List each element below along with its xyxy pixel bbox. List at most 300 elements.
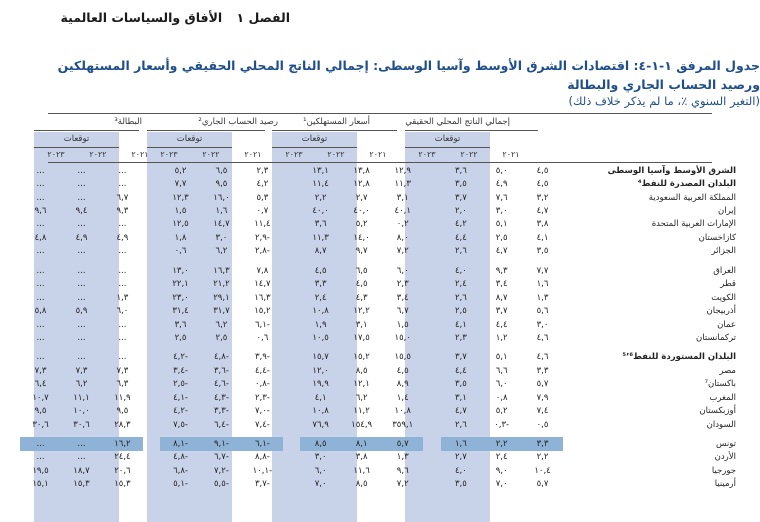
column-gap [423,278,440,291]
cell-value: -٨,٨ [254,452,270,463]
cell-value: ٩,٥ [116,406,129,417]
cell-value: ٤,١ [314,392,327,403]
year-header: ٢٠٢١ [502,150,520,159]
cell-value: -٦,٧ [213,452,229,463]
cell-value: -٢,٣ [254,392,270,403]
cell-value: ٣,٥ [454,179,467,190]
table-row [20,364,740,377]
cell-value: ... [36,352,45,363]
cell-value: ... [77,279,86,290]
cell-value: ... [118,246,127,257]
cell-value: ٧,٧ [536,265,549,276]
cell-value: ١١,٤ [254,219,271,230]
header-bottom-rule [48,162,712,163]
cell-value: ٧,٢ [396,479,409,490]
cell-value: -٠,٣ [494,419,510,430]
cell-value: ١٢,٠ [312,365,329,376]
cell-value: ١٣,٨ [353,165,370,176]
cell-value: ... [36,332,45,343]
cell-value: ٢١,٢ [213,279,230,290]
column-gap [423,418,440,431]
column-gap [283,437,300,450]
cell-value: ٦,٢ [215,319,228,330]
cell-value: ... [118,319,127,330]
cell-value: ١٦,٢ [102,437,143,450]
cell-value: ... [77,292,86,303]
cell-value: ٤,٠ [454,465,467,476]
year-header: ٢٠٢٢ [89,150,107,159]
cell-value: ٢,٢ [536,452,549,463]
table-row [20,304,740,317]
cell-value: ١٠,٥ [312,332,329,343]
cell-value: ١٢,٢ [353,306,370,317]
cell-value: ٣,٠ [495,206,508,217]
cell-value: ... [36,452,45,463]
column-gap [143,304,160,317]
column-gap [143,278,160,291]
row-label: قطر [720,279,736,290]
cell-value: -٧,٥ [173,419,188,430]
cell-value: ٢,٢ [314,192,327,203]
cell-value: ٣,٣ [522,437,563,450]
cell-value: ٨,٥ [355,479,368,490]
column-gap [283,231,300,244]
cell-value: ٤,٥ [314,265,327,276]
cell-value: -٣,٩ [254,352,270,363]
column-gap [423,364,440,377]
cell-value: -٤,٢ [173,406,188,417]
cell-value: ... [36,246,45,257]
cell-value: -٥,١ [173,479,188,490]
cell-value: ٥,٣ [256,192,269,203]
group-header-ca: رصيد الحساب الجاري² [198,117,278,127]
cell-value: ١٤,٧ [254,279,271,290]
cell-value: ... [118,165,127,176]
cell-value: ٣,٦ [314,219,327,230]
cell-value: ٧,٩ [536,392,549,403]
cell-value: ٧,٠ [314,479,327,490]
cell-value: ٢,٤ [314,292,327,303]
cell-value: -٤,٨ [213,352,229,363]
cell-value: -٤,٢ [173,352,188,363]
year-header: ٢٠٢١ [369,150,387,159]
cell-value: ١,٦ [536,279,549,290]
cell-value: -٧,٠ [254,406,270,417]
chapter-title: الأفاق والسياسات العالمية [60,10,223,25]
cell-value: ١,٦ [215,206,228,217]
cell-value: ٦,٠ [396,265,409,276]
cell-value: ١٦,٠ [213,192,230,203]
cell-value: ١٥,١ [32,479,49,490]
column-gap [283,245,300,258]
cell-value: ١٠,٨ [394,406,411,417]
cell-value: ٢,٥ [215,332,228,343]
cell-value: ٧,٣ [75,365,88,376]
cell-value: -٦,١ [254,319,270,330]
cell-value: ١,٢ [495,332,508,343]
year-header: ٢٠٢٢ [327,150,345,159]
cell-value: ٣٠,٦ [73,419,90,430]
table-row [20,218,740,231]
group-rule-unemp [34,130,139,131]
cell-value: ١,٩ [314,319,327,330]
cell-value: ١٩,٩ [312,379,329,390]
column-gap [143,177,160,190]
cell-value: -٥,٥ [213,479,229,490]
column-gap [143,418,160,431]
cell-value: ٤٠,٠ [312,206,329,217]
group-header-unemp: البطالة³ [114,117,142,127]
cell-value: ١٢,٥ [172,219,189,230]
cell-value: ١٥,٢ [353,352,370,363]
cell-value: ٤,٤ [495,319,508,330]
cell-value: ٣,٢ [536,192,549,203]
cell-value: -٣,٧ [254,479,270,490]
cell-value: ٧,٠ [495,479,508,490]
column-gap [143,391,160,404]
forecast-rule [147,147,232,148]
cell-value: ٤,٠ [454,265,467,276]
cell-value: ٧,٣ [116,365,129,376]
cell-value: ٨,٠ [396,232,409,243]
top-rule [48,113,712,114]
cell-value: ٥,٦ [536,306,549,317]
table-row [20,245,740,258]
cell-value: -٠,٨ [254,379,270,390]
cell-value: ... [36,319,45,330]
column-gap [283,278,300,291]
column-gap [423,318,440,331]
cell-value: ٣,٨ [355,452,368,463]
cell-value: ٨,٥ [300,437,341,450]
column-gap [143,164,160,177]
cell-value: ٩,٥ [215,179,228,190]
cell-value: ١٥,٧ [312,352,329,363]
cell-value: ٣,١ [454,392,467,403]
cell-value: ٦,٢ [355,392,368,403]
column-gap [423,231,440,244]
cell-value: ١١,١ [73,392,90,403]
cell-value: ... [36,192,45,203]
column-gap [143,451,160,464]
cell-value: ٣,٠ [536,319,549,330]
table-subtitle: (التغير السنوي ٪، ما لم يذكر خلاف ذلك) [568,94,760,108]
table-row [20,478,740,491]
cell-value: -٦,٨ [173,465,188,476]
cell-value: ٢,٣ [256,165,269,176]
cell-value: ٢,٤ [454,279,467,290]
cell-value: ٧,٧ [174,179,187,190]
cell-value: ٤,٢ [454,219,467,230]
column-gap [143,478,160,491]
cell-value: ٧,٤ [536,406,549,417]
cell-value: ١٥,٥ [394,352,411,363]
column-gap [283,204,300,217]
cell-value: ... [77,452,86,463]
cell-value: -٣,٤ [173,365,188,376]
column-gap [143,264,160,277]
column-gap [423,177,440,190]
cell-value: ٢٠,٦ [114,465,131,476]
column-gap [283,351,300,364]
cell-value: ٩,٠ [495,465,508,476]
column-gap [143,291,160,304]
cell-value: ٦,٢ [215,246,228,257]
column-gap [283,464,300,477]
cell-value: ٦,٠ [116,306,129,317]
row-label: إيران [717,206,736,217]
cell-value: ٦,٠ [314,465,327,476]
cell-value: ... [77,192,86,203]
table-row [20,331,740,344]
cell-value: ٣٥٩,١ [392,419,414,430]
cell-value: ٤٠,١ [394,206,411,217]
row-label: البلدان المصدرة للنفط⁴ [637,179,736,190]
cell-value: ١٥,٣ [114,479,131,490]
cell-value: ١١,٣ [394,179,411,190]
cell-value: ١,٣ [536,292,549,303]
cell-value: ... [118,219,127,230]
cell-value: ١,٣ [396,452,409,463]
forecast-rule [405,147,490,148]
table-row [20,391,740,404]
cell-value: ٤,٢ [256,179,269,190]
cell-value: ... [77,219,86,230]
cell-value: ... [36,292,45,303]
cell-value: ٣,٤ [396,292,409,303]
cell-value: ٤,٥ [355,279,368,290]
cell-value: -٢,٥ [173,379,188,390]
cell-value: ٣,٠ [314,452,327,463]
cell-value: ٤,٩ [495,179,508,190]
cell-value: ٥,٨ [34,306,47,317]
cell-value: ١٠,٠ [73,406,90,417]
cell-value: ٩,٦ [34,206,47,217]
cell-value: ... [77,246,86,257]
cell-value: ١,٦ [441,437,482,450]
table-row [20,404,740,417]
cell-value: ... [118,352,127,363]
column-gap [283,451,300,464]
year-header: ٢٠٢٣ [47,150,65,159]
cell-value: -٢,٩ [254,232,270,243]
cell-value: ٧٦,٩ [312,419,329,430]
cell-value: ١٤,٠ [353,232,370,243]
cell-value: ٨,٩ [396,379,409,390]
cell-value: ٤,٩ [116,232,129,243]
cell-value: ١٨,٧ [73,465,90,476]
cell-value: ٤,٩ [75,232,88,243]
cell-value: ٤,٥ [396,365,409,376]
cell-value: ... [36,219,45,230]
row-label: الكويت [711,292,736,303]
cell-value: ٢,٥ [174,332,187,343]
cell-value: ... [77,352,86,363]
table-title: جدول المرفق ١-١-٤: اقتصادات الشرق الأوسط وآسيا الوسطى: إجمالي الناتج المحلي الحقيقي وأسعار المستهلكين ورصيد الحساب الجاري والبطالة [57,58,760,92]
cell-value: ١٦,٣ [254,292,271,303]
cell-value: -٧,٢ [213,465,229,476]
data-table [20,164,740,491]
column-gap [283,418,300,431]
column-gap [423,437,440,450]
column-gap [423,351,440,364]
cell-value: ٦,٥ [215,165,228,176]
column-gap [143,318,160,331]
cell-value: ١٠,٨ [312,406,329,417]
table-row [20,318,740,331]
cell-value: ٠,٨ [495,392,508,403]
cell-value: -٣,٣ [213,406,229,417]
cell-value: ١,٨ [174,232,187,243]
year-header: ٢٠٢٢ [460,150,478,159]
row-label: أوزبكستان [699,406,736,417]
cell-value: ٤,٥ [536,179,549,190]
cell-value: ٣١,٤ [172,306,189,317]
year-header: ٢٠٢٣ [160,150,178,159]
column-gap [143,245,160,258]
column-gap [423,191,440,204]
cell-value: ٦,٤ [34,379,47,390]
row-label: الجزائر [711,246,736,257]
row-label: تركمانستان [696,332,736,343]
row-label: تونس [716,439,736,450]
cell-value: ... [36,279,45,290]
cell-value: -٤,١ [173,392,188,403]
row-label: الشرق الأوسط وآسيا الوسطى [607,165,736,176]
column-gap [283,164,300,177]
column-gap [423,464,440,477]
cell-value: ٤,٤ [454,365,467,376]
cell-value: ١,٥ [174,206,187,217]
cell-value: ٣,٧ [454,192,467,203]
cell-value: ... [77,179,86,190]
cell-value: ٣,٣ [536,365,549,376]
cell-value: ٦,٧ [396,306,409,317]
row-label: أذربيجان [706,306,736,317]
cell-value: ٤,٧ [454,406,467,417]
cell-value: ٤,٦ [536,352,549,363]
cell-value: ١٣,١ [312,165,329,176]
forecast-rule [272,147,357,148]
cell-value: -٦,٤ [213,419,229,430]
table-row [20,278,740,291]
table-row [20,204,740,217]
cell-value: ٩,٤ [75,206,88,217]
table-row [20,378,740,391]
cell-value: -٧,٤ [254,419,270,430]
cell-value: ٤,١ [454,319,467,330]
cell-value: ٣,٤ [495,279,508,290]
column-gap [143,404,160,417]
row-label: كازاخستان [698,232,736,243]
column-gap [423,304,440,317]
column-gap [283,404,300,417]
group-header-cpi: أسعار المستهلكين¹ [303,117,370,127]
cell-value: ٩,٥ [34,406,47,417]
cell-value: ... [36,179,45,190]
cell-value: ١,٣ [116,292,129,303]
row-label: المملكة العربية السعودية [648,192,736,203]
cell-value: ٦,٣ [116,379,129,390]
cell-value: ٧,٦ [495,192,508,203]
cell-value: ٣,١ [355,319,368,330]
cell-value: ١١,٣ [312,232,329,243]
cell-value: ١١,٩ [114,392,131,403]
cell-value: ٦,٢ [75,379,88,390]
cell-value: ٤,٧ [536,206,549,217]
cell-value: -١٠,١ [252,465,273,476]
column-gap [283,378,300,391]
cell-value: ٠,٦ [256,332,269,343]
cell-value: ٠,٥ [536,419,549,430]
cell-value: ... [61,437,102,450]
cell-value: ٤,٣ [355,292,368,303]
cell-value: ١٢,٣ [172,192,189,203]
cell-value: ٩,٣ [495,265,508,276]
cell-value: -٩,١ [201,437,242,450]
cell-value: ٣,٦ [174,319,187,330]
column-gap [423,291,440,304]
column-gap [143,204,160,217]
column-gap [283,331,300,344]
cell-value: ٤٠,٠ [353,206,370,217]
year-header: ٢٠٢١ [244,150,262,159]
cell-value: ... [118,279,127,290]
cell-value: ٥,٧ [536,379,549,390]
column-gap [143,231,160,244]
cell-value: ١٠,٧ [32,392,49,403]
column-gap [423,391,440,404]
cell-value: ١٥,٣ [73,479,90,490]
cell-value: ٢,٦ [454,292,467,303]
table-row [20,191,740,204]
cell-value: ٤,٥ [536,165,549,176]
cell-value: -٦,١ [242,437,283,450]
row-label: مصر [719,365,736,376]
cell-value: ٥,٠ [495,165,508,176]
cell-value: ٥,٧ [536,479,549,490]
table-row [20,351,740,364]
chapter-label: الفصل ١ [236,10,290,25]
cell-value: ٥,٢ [495,406,508,417]
column-gap [283,218,300,231]
cell-value: -٤,٣ [213,392,229,403]
cell-value: ٥,٢ [174,165,187,176]
column-gap [283,291,300,304]
cell-value: ... [118,265,127,276]
cell-value: ٩,٦ [396,465,409,476]
column-gap [143,437,160,450]
forecast-label: توقعات [434,134,461,144]
forecast-label: توقعات [176,134,203,144]
cell-value: ١٥,٢ [254,306,271,317]
cell-value: ... [36,165,45,176]
cell-value: ١٠,٨ [312,306,329,317]
cell-value: ١٢,٩ [394,165,411,176]
cell-value: ٩,٧ [355,246,368,257]
cell-value: ٢٩,١ [213,292,230,303]
table-row [20,437,740,450]
cell-value: ١,٥ [396,319,409,330]
cell-value: ٢,٦ [454,419,467,430]
cell-value: ٤,٨ [34,232,47,243]
cell-value: ٢,٦ [454,246,467,257]
cell-value: ٢,٠ [454,206,467,217]
row-label: الإمارات العربية المتحدة [651,219,736,230]
cell-value: ٠,٧ [256,206,269,217]
table-row [20,231,740,244]
cell-value: ١,٤ [396,392,409,403]
